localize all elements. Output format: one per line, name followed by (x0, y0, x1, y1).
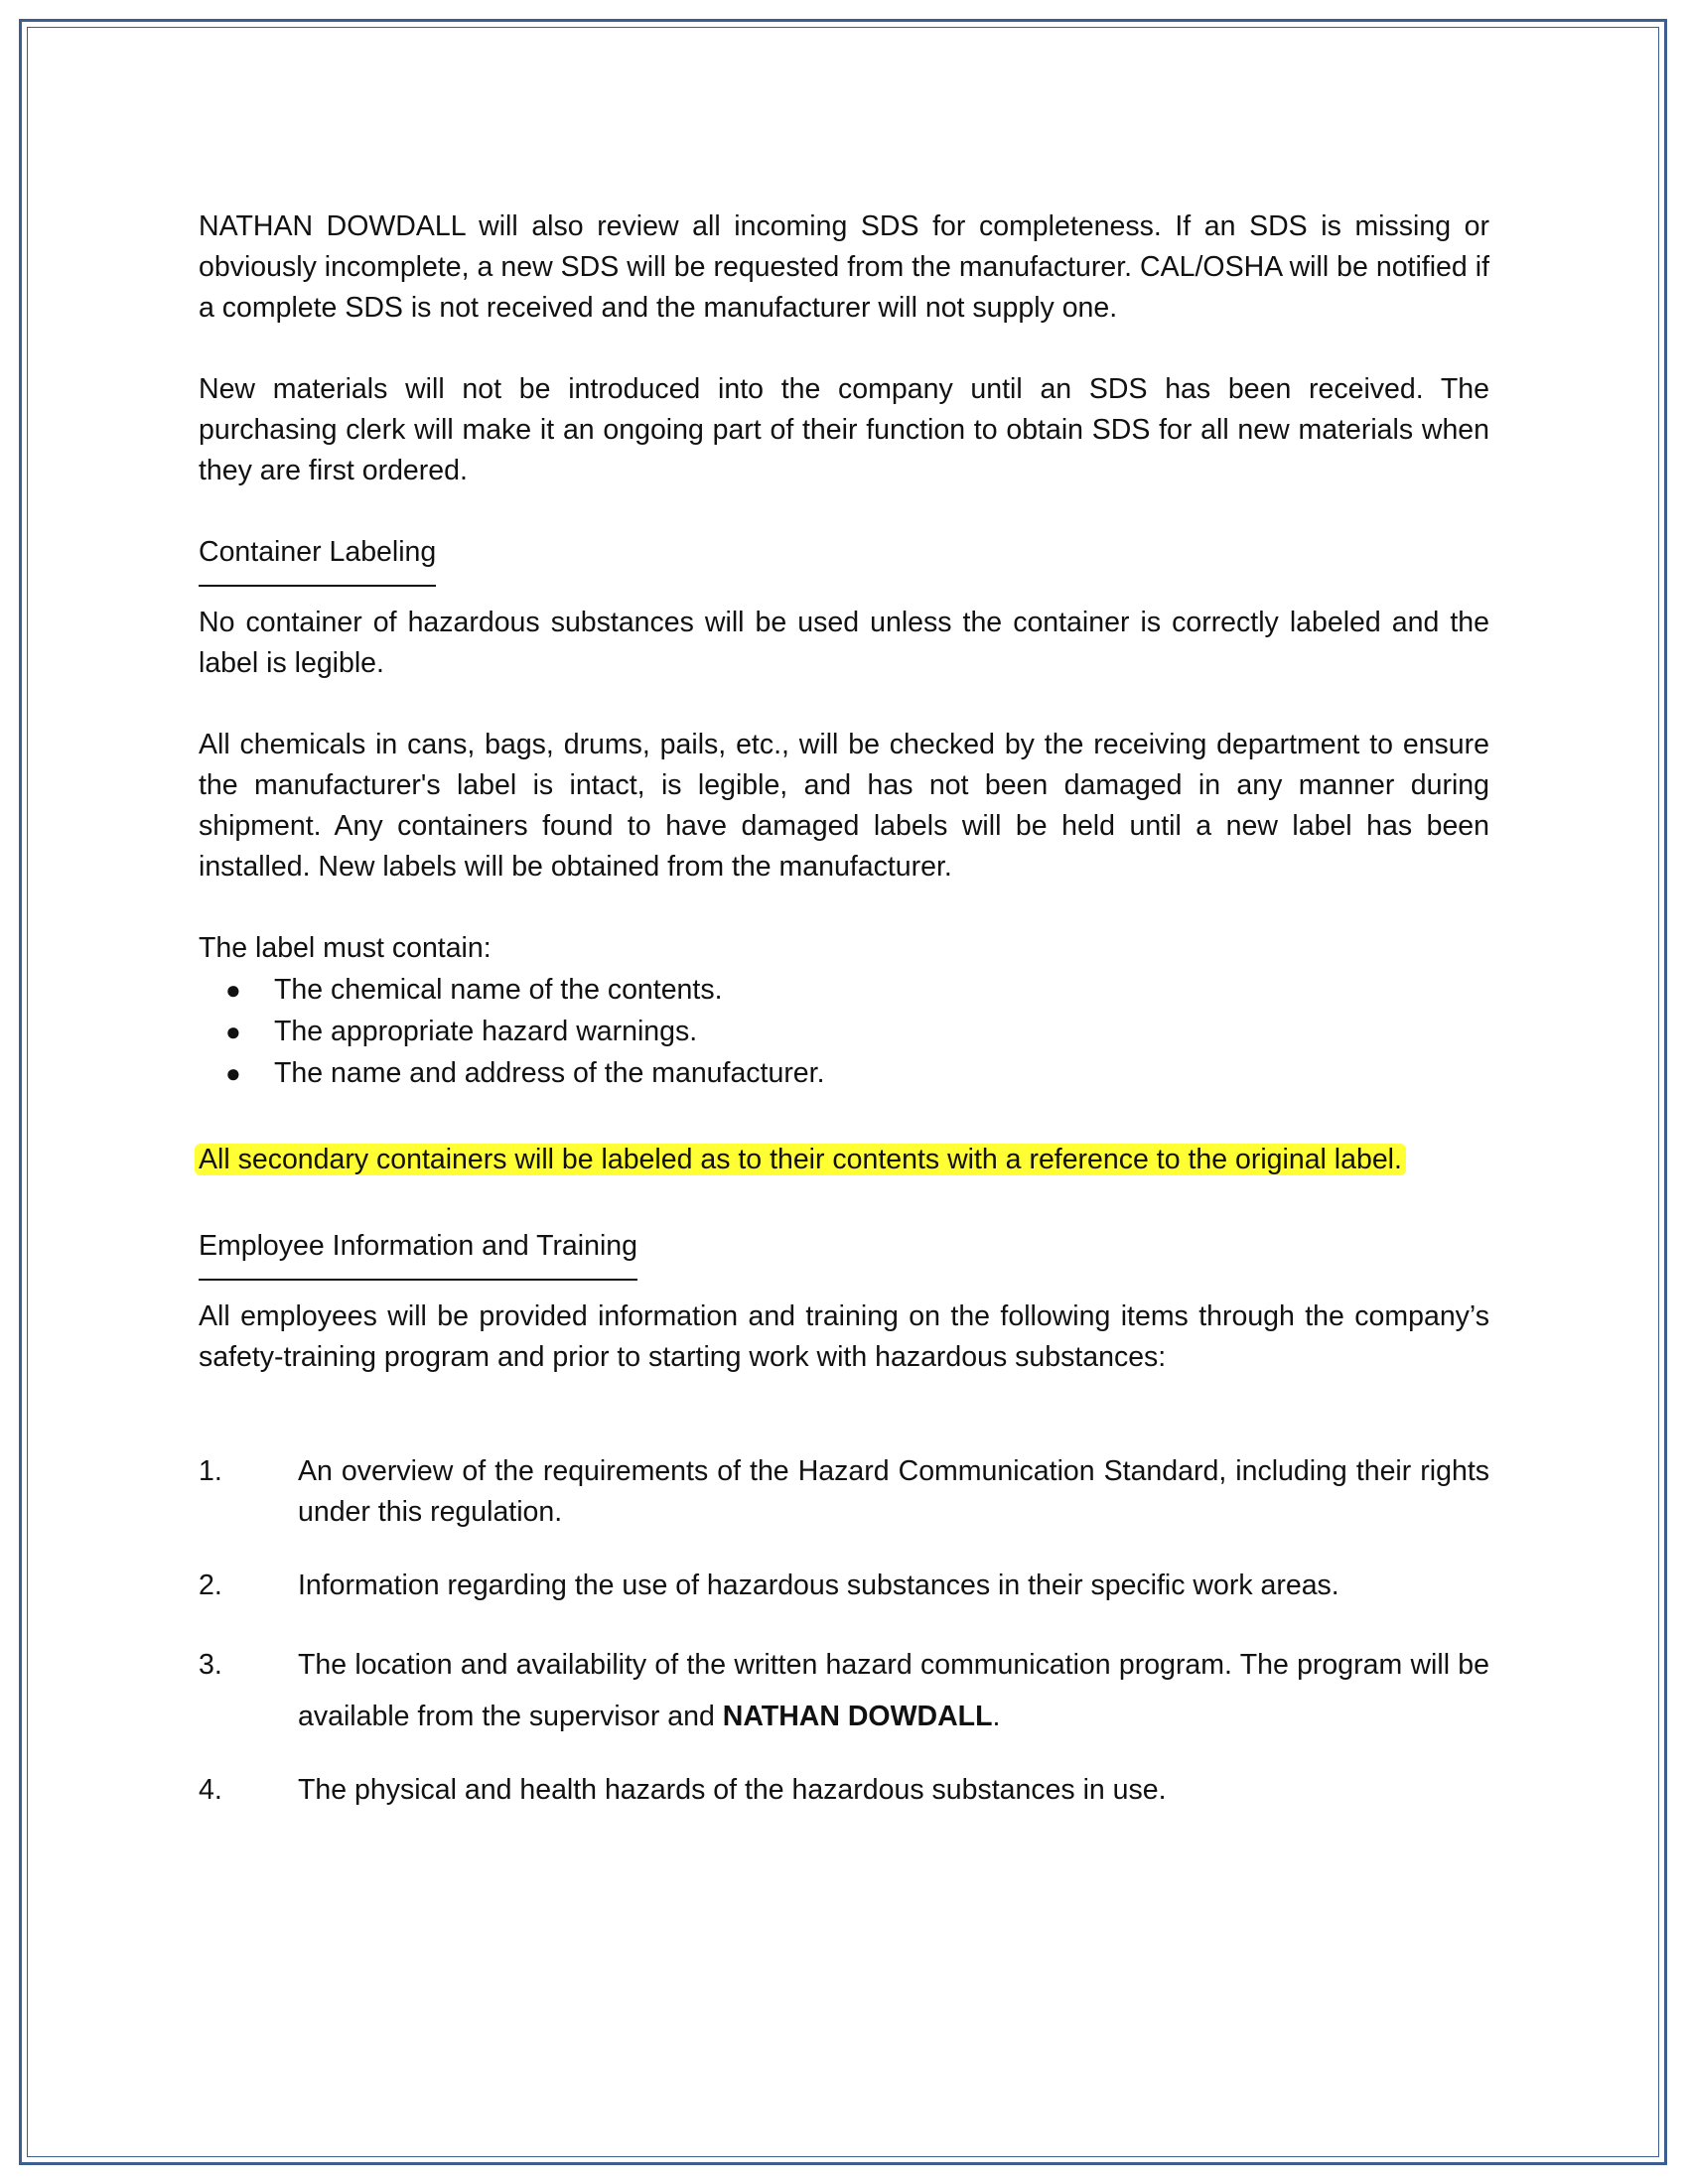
bullet-icon: ● (225, 975, 241, 1005)
list-item: ● The appropriate hazard warnings. (199, 1011, 1489, 1052)
highlighted-text: All secondary containers will be labeled as to their contents with a reference to the original label. (199, 1144, 1402, 1175)
document-body (199, 206, 1489, 1811)
list-item: ● The chemical name of the contents. (199, 969, 1489, 1011)
bullet-icon: ● (225, 1058, 241, 1088)
container-labeling-paragraph-1: No container of hazardous substances will be used unless the container is correctly labeled and the label is legible. (199, 607, 1489, 679)
list-item: 4. The physical and health hazards of the hazardous substances in use. (199, 1774, 1167, 1806)
label-list-intro: The label must contain: (199, 932, 492, 964)
container-labeling-paragraph-2: All chemicals in cans, bags, drums, pails, etc., will be checked by the receiving department to ensure the manufacturer's label is intact, is legible, and has not been damaged in any manner during shipment. Any containers found to have damaged labels will be held until a new label has been installed. New labels will be obtained from the manufacturer. (199, 729, 1489, 883)
list-item: ● The name and address of the manufacturer. (199, 1052, 1489, 1094)
sds-review-paragraph: NATHAN DOWDALL will also review all incoming SDS for completeness. If an SDS is missing or obviously incomplete, a new SDS will be requested from the manufacturer. CAL/OSHA will be notified if a complete SDS is not received and the manufacturer will not supply one. (199, 210, 1489, 324)
training-items-list (199, 1451, 1489, 1811)
secondary-containers-paragraph (199, 1140, 1489, 1180)
label-requirements-list (199, 969, 1489, 1094)
list-item: 3. The location and availability of the written hazard communication program. The program will be available from the supervisor and NATHAN DOWDALL. (199, 1649, 1489, 1732)
training-intro-paragraph: All employees will be provided information and training on the following items through the company’s safety-training program and prior to starting work with hazardous substances: (199, 1300, 1489, 1373)
list-item: 2. Information regarding the use of hazardous substances in their specific work areas. (199, 1570, 1339, 1601)
container-labeling-heading: Container Labeling (199, 532, 436, 587)
list-item: 1. An overview of the requirements of the Hazard Communication Standard, including their rights under this regulation. (199, 1455, 1489, 1528)
bullet-icon: ● (225, 1017, 241, 1046)
training-heading: Employee Information and Training (199, 1226, 637, 1281)
supervisor-name: NATHAN DOWDALL (722, 1701, 993, 1732)
new-materials-paragraph: New materials will not be introduced into the company until an SDS has been received. The purchasing clerk will make it an ongoing part of their function to obtain SDS for all new materials when they are first ordered. (199, 373, 1489, 486)
